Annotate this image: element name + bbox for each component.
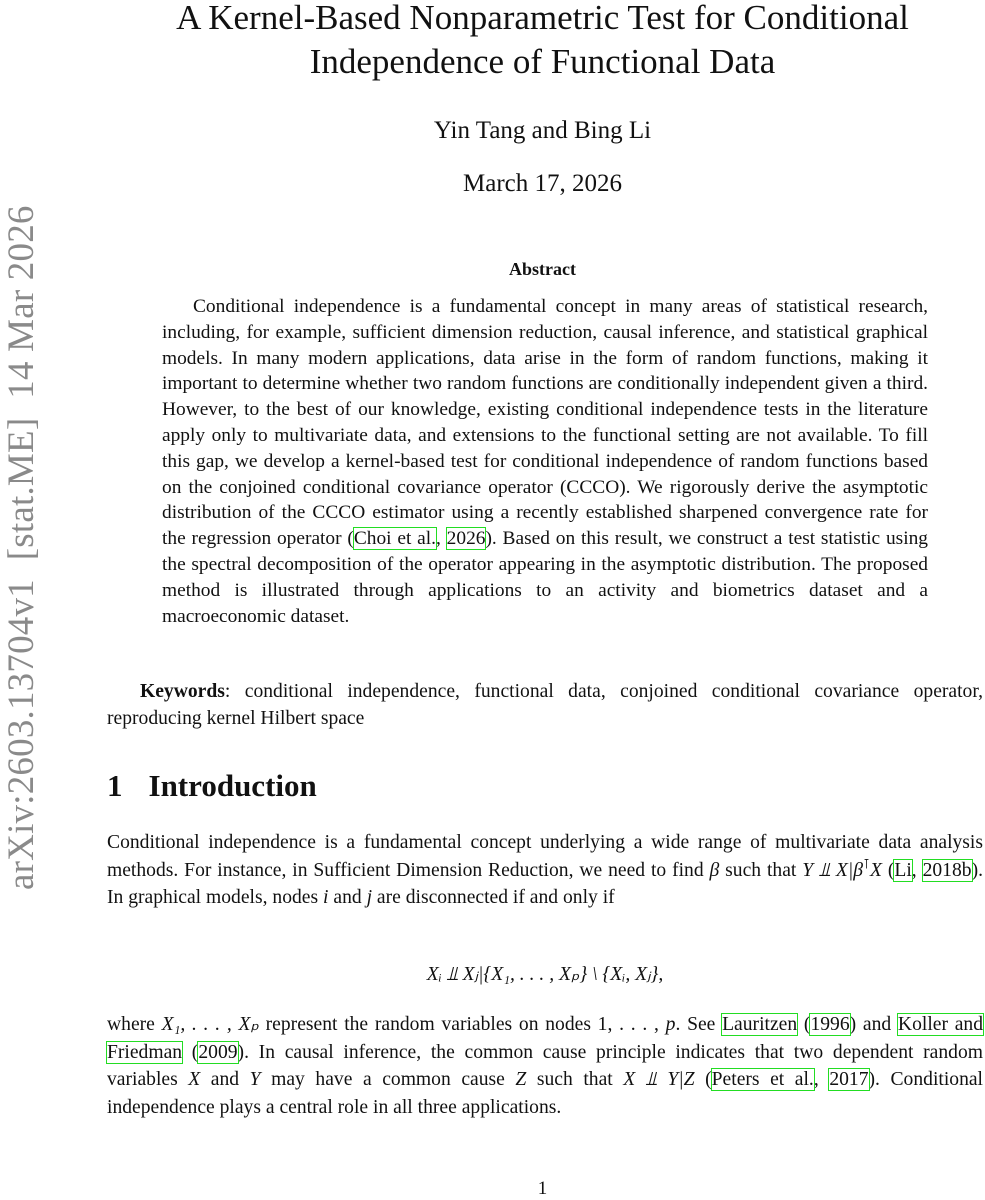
paragraph-text: ( [797, 1014, 811, 1035]
math-X: X [188, 1069, 201, 1090]
abstract-text: Conditional independence is a fundamental concept in many areas of statistical research, including, for example, sufficient dimension reduction, causal inference, and statistical graphical models. In many modern applications, data arise in the form of random functions, making it important to determine whether two random functions are conditionally independent given a third. However, to the best of our knowledge, existing conditional independence tests in the literature apply only to multivariate data, and extensions to the functional setting are not available. To fill this gap, we develop a kernel-based test for conditional independence of random functions based on the conjoined conditional covariance operator (CCCO). We rigorously derive the asymptotic distribution of the CCCO estimator using a recently established sharpened convergence rate for the regression operator ( [162, 296, 928, 550]
publication-date: March 17, 2026 [463, 170, 622, 197]
citation-li-year-link[interactable]: 2018b [922, 859, 972, 881]
math-expression: X [869, 859, 882, 881]
section-number: 1 [107, 768, 123, 803]
citation-choi-author-link[interactable]: Choi et al. [353, 528, 437, 550]
paragraph-text: . See [675, 1014, 723, 1035]
paragraph-text: and [856, 1014, 898, 1035]
citation-peters-year-link[interactable]: 2017 [829, 1069, 869, 1090]
math-p: p [665, 1014, 676, 1035]
paragraph-text: are disconnected if and only if [372, 887, 615, 908]
paragraph-text: ) [849, 1014, 857, 1035]
citation-koller-author-link[interactable]: Koller and Friedman [107, 1014, 984, 1063]
paragraph-text: ( [881, 859, 895, 881]
math-Y: Y [249, 1069, 261, 1090]
paper-title [100, 0, 985, 84]
citation-separator: , [436, 528, 447, 550]
citation-lauritzen-year-link[interactable]: 1996 [810, 1014, 850, 1035]
paragraph-text: such that [526, 1069, 624, 1090]
paragraph-text: represent the random variables on nodes 1, . . . , [258, 1014, 666, 1035]
citation-separator: , [911, 859, 923, 881]
authors: Yin Tang and Bing Li [433, 117, 652, 144]
math-expression: X ⫫ Y|Z [623, 1069, 695, 1090]
keywords-label: Keywords [140, 681, 225, 702]
math-j: j [366, 887, 373, 908]
abstract-heading: Abstract [509, 259, 576, 279]
intro-paragraph-1 [107, 829, 983, 912]
math-expression: Y ⫫ X|β [802, 859, 864, 881]
title-line-1: A Kernel-Based Nonparametric Test for Conditional [176, 0, 909, 37]
paragraph-text: ) [237, 1041, 245, 1063]
paragraph-text: ). In graphical models, nodes [107, 859, 983, 908]
paragraph-text: ). Conditional independence plays a central role in all three applications. [107, 1069, 984, 1118]
paragraph-text: Conditional independence is a fundamental concept underlying a wide range of multivariate data analysis methods. For instance, in Sufficient Dimension Reduction, we need to find [107, 832, 983, 881]
section-title: Introduction [148, 768, 317, 803]
citation-lauritzen-author-link[interactable]: Lauritzen [722, 1014, 798, 1035]
citation-li-author-link[interactable]: Li [894, 859, 912, 881]
arxiv-identifier-stamp: arXiv:2603.13704v1 [stat.ME] 14 Mar 2026 [1, 205, 42, 890]
paragraph-text: ( [182, 1041, 199, 1063]
citation-koller-year-link[interactable]: 2009 [198, 1041, 238, 1063]
paragraph-text: may have a common cause [260, 1069, 516, 1090]
citation-separator: , [813, 1069, 830, 1090]
math-i: i [323, 887, 329, 908]
citation-choi-year-link[interactable]: 2026 [446, 528, 486, 550]
paragraph-text: where [107, 1014, 162, 1035]
keywords [107, 678, 983, 732]
abstract-text-continued: ). Based on this result, we construct a test statistic using the spectral decomposition of the operator appearing in the asymptotic distribution. The proposed method is illustrated through applications to an activity and biometrics dataset and a macroeconomic dataset. [162, 528, 928, 627]
intro-paragraph-2 [107, 1011, 983, 1121]
paragraph-text: and [328, 887, 367, 908]
title-line-2: Independence of Functional Data [309, 42, 776, 81]
paragraph-text: . In causal inference, the common cause principle indicates that two dependent random variables [107, 1041, 983, 1090]
math-variables: X₁, . . . , Xₚ [161, 1014, 259, 1035]
citation-peters-author-link[interactable]: Peters et al. [711, 1069, 814, 1090]
paragraph-text: and [200, 1069, 250, 1090]
paragraph-text: such that [719, 859, 803, 881]
section-heading-introduction [107, 768, 317, 804]
abstract-body [162, 294, 928, 629]
page-number: 1 [537, 1178, 548, 1199]
paragraph-text: ( [694, 1069, 712, 1090]
keywords-text: : conditional independence, functional data, conjoined conditional covariance operator, reproducing kernel Hilbert space [107, 681, 983, 729]
math-transpose: ⊺ [863, 855, 870, 871]
display-equation: Xᵢ ⫫ Xⱼ|{X₁, . . . , Xₚ} \ {Xᵢ, Xⱼ}, [426, 964, 664, 985]
math-beta: β [709, 859, 720, 881]
math-Z: Z [515, 1069, 527, 1090]
